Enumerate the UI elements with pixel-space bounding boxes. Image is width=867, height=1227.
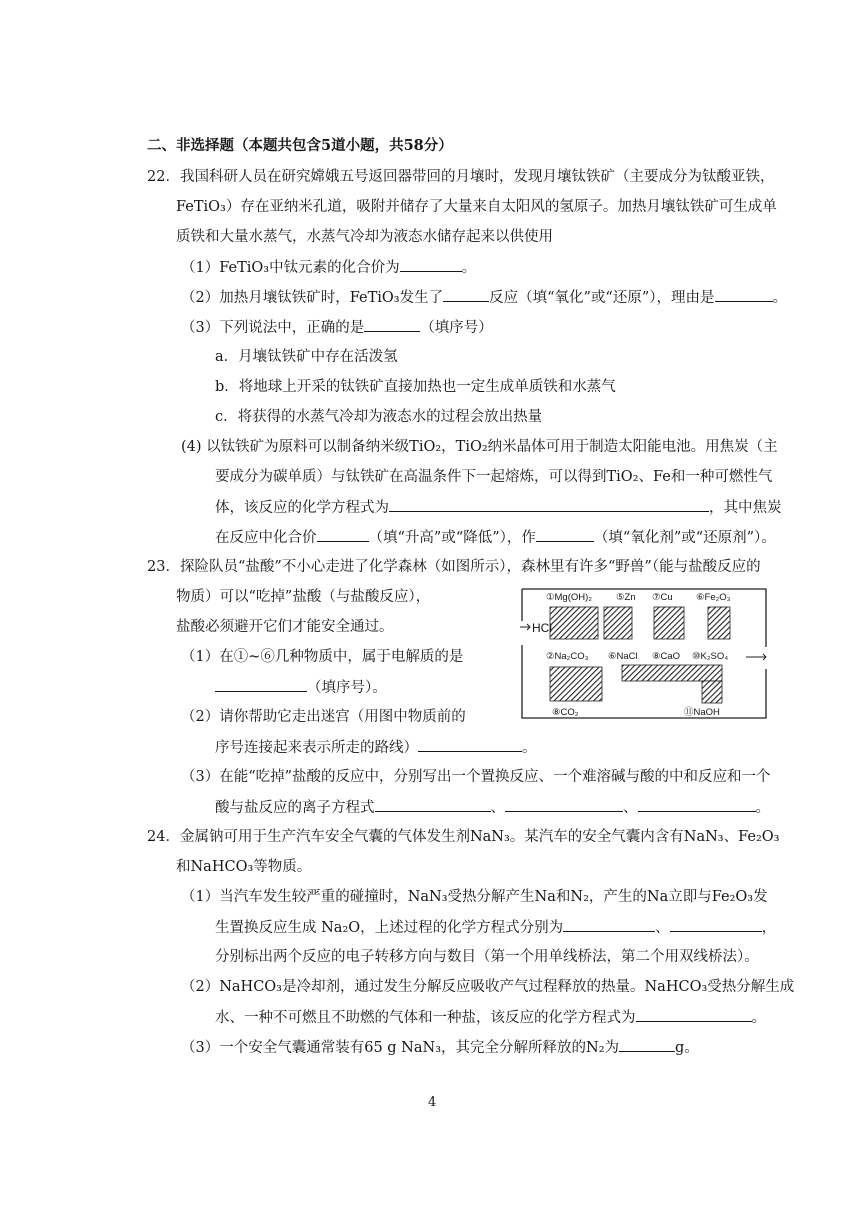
q22-part-3-text: （3）下列说法中，正确的是 bbox=[181, 320, 365, 336]
q24-n2-mass-blank[interactable] bbox=[619, 1037, 675, 1052]
q24-part-1-line-2 bbox=[215, 917, 776, 938]
q22-part-2-end: 。 bbox=[772, 290, 787, 306]
q24-equation-blank-1[interactable] bbox=[563, 917, 655, 932]
q23-ionic-blank-3[interactable] bbox=[638, 797, 756, 812]
q23-part-3-text: 酸与盐反应的离子方程式 bbox=[215, 800, 375, 816]
q23-part-2-line-1: （2）请你帮助它走出迷宫（用图中物质前的 bbox=[181, 709, 466, 725]
q22-part-3-blank[interactable] bbox=[364, 317, 420, 332]
q24-sep: 、 bbox=[655, 920, 670, 936]
q22-part-1-blank[interactable] bbox=[400, 257, 462, 272]
q22-stem-line-1: 22．我国科研人员在研究嫦娥五号返回器带回的月壤时，发现月壤钛铁矿（主要成分为钛酸亚铁， bbox=[147, 169, 775, 185]
q23-part-1-line-2 bbox=[215, 677, 387, 698]
maze-label-fe2o3: ⑥Fe₂O₃ bbox=[696, 592, 731, 603]
q22-part-2-text-a: （2）加热月壤钛铁矿时，FeTiO₃发生了 bbox=[181, 290, 444, 306]
q23-part-1-end: （填序号）。 bbox=[307, 680, 387, 696]
maze-label-cao: ⑧CaO bbox=[652, 651, 681, 662]
q23-ionic-blank-1[interactable] bbox=[375, 797, 491, 812]
q23-ionic-blank-2[interactable] bbox=[505, 797, 623, 812]
q22-part-4-line-3 bbox=[215, 497, 782, 518]
q24-stem-line-2: 和NaHCO₃等物质。 bbox=[176, 859, 312, 875]
q22-part-2 bbox=[181, 287, 787, 308]
q24-part-1-line-1: （1）当汽车发生较严重的碰撞时，NaN₃受热分解产生Na和N₂，产生的Na立即与Fe₂O₃发 bbox=[181, 889, 768, 905]
q22-valence-blank[interactable] bbox=[317, 527, 369, 542]
maze-label-zn: ⑤Zn bbox=[616, 592, 636, 603]
maze-block bbox=[550, 607, 598, 639]
section-title: 二、非选择题（本题共包含5道小题，共58分） bbox=[147, 137, 453, 154]
q22-part-4-line-2: 要成分为碳单质）与钛铁矿在高温条件下一起熔炼，可以得到TiO₂、Fe和一种可燃性气 bbox=[215, 469, 773, 485]
q22-agent-blank[interactable] bbox=[536, 527, 594, 542]
q22-part-4-line-3-end: ，其中焦炭 bbox=[709, 500, 782, 516]
q24-part-2-end: 。 bbox=[751, 1010, 766, 1026]
maze-block bbox=[604, 607, 632, 639]
q22-part-4-line-4 bbox=[215, 527, 776, 548]
q24-part-3-end: g。 bbox=[675, 1040, 699, 1056]
q22-part-2-blank-2[interactable] bbox=[715, 287, 773, 302]
q22-equation-blank[interactable] bbox=[389, 497, 709, 512]
q23-stem-line-2: 物质）可以“吃掉”盐酸（与盐酸反应）， bbox=[176, 589, 431, 605]
q23-route-blank[interactable] bbox=[418, 737, 522, 752]
maze-block bbox=[654, 607, 684, 639]
q23-part-3-end: 。 bbox=[755, 800, 770, 816]
q23-part-2-text: 序号连接起来表示所走的路线） bbox=[215, 740, 418, 756]
q24-part-3-text: （3）一个安全气囊通常装有65 g NaN₃，其完全分解所释放的N₂为 bbox=[181, 1040, 620, 1056]
q22-part-2-blank-1[interactable] bbox=[443, 287, 489, 302]
maze-block bbox=[702, 681, 722, 703]
q24-equation-blank-3[interactable] bbox=[636, 1007, 752, 1022]
q24-part-2-text: 水、一种不可燃且不助燃的气体和一种盐，该反应的化学方程式为 bbox=[215, 1010, 636, 1026]
q22-part-1-text: （1）FeTiO₃中钛元素的化合价为 bbox=[181, 260, 400, 276]
q23-stem-line-1: 23．探险队员“盐酸”不小心走进了化学森林（如图所示），森林里有许多“野兽”（能与盐酸反应的 bbox=[147, 559, 761, 575]
q22-part-4-line-4-text-c: （填“氧化剂”或“还原剂”）。 bbox=[593, 530, 776, 546]
q23-part-2-end: 。 bbox=[522, 740, 537, 756]
q24-part-2-line-1: （2）NaHCO₃是冷却剂，通过发生分解反应吸收产气过程释放的热量。NaHCO₃受热分解生成 bbox=[181, 979, 795, 995]
q22-stem-line-3: 质铁和大量水蒸气，水蒸气冷却为液态水储存起来以供使用 bbox=[176, 229, 553, 245]
q22-part-4-line-4-text-b: （填“升高”或“降低”），作 bbox=[368, 530, 536, 546]
maze-block bbox=[550, 667, 602, 701]
maze-diagram bbox=[520, 587, 768, 720]
maze-label-cu: ⑦Cu bbox=[652, 592, 673, 603]
maze-label-co2: ⑧CO₂ bbox=[552, 707, 579, 718]
q23-part-2-line-2 bbox=[215, 737, 537, 758]
q24-part-3 bbox=[181, 1037, 699, 1058]
maze-label-naoh: ⑪NaOH bbox=[684, 707, 720, 718]
q23-part-1-line-1: （1）在①~⑥几种物质中，属于电解质的是 bbox=[181, 649, 464, 665]
q23-sep-2: 、 bbox=[623, 800, 638, 816]
q22-part-1 bbox=[181, 257, 476, 278]
maze-label-k2so4: ⑩K₂SO₄ bbox=[692, 651, 729, 662]
maze-label-na2co3: ②Na₂CO₃ bbox=[546, 651, 589, 662]
q22-option-b: b．将地球上开采的钛铁矿直接加热也一定生成单质铁和水蒸气 bbox=[215, 379, 616, 395]
q22-part-4-line-1: (4) 以钛铁矿为原料可以制备纳米级TiO₂，TiO₂纳米晶体可用于制造太阳能电池。用焦炭（主 bbox=[181, 439, 778, 455]
q22-part-1-end: 。 bbox=[461, 260, 477, 276]
q23-electrolyte-blank[interactable] bbox=[215, 677, 307, 692]
maze-label-mg-oh2: ①Mg(OH)₂ bbox=[546, 592, 592, 603]
q22-option-a: a．月壤钛铁矿中存在活泼氢 bbox=[215, 349, 398, 365]
q22-part-3 bbox=[181, 317, 493, 338]
q24-stem-line-1: 24．金属钠可用于生产汽车安全气囊的气体发生剂NaN₃。某汽车的安全气囊内含有NaN₃、Fe₂O₃ bbox=[147, 829, 780, 845]
q22-part-3-end: （填序号） bbox=[420, 320, 493, 336]
maze-block bbox=[708, 607, 730, 639]
page-number: 4 bbox=[428, 1095, 437, 1110]
q22-part-4-line-3-text: 体，该反应的化学方程式为 bbox=[215, 500, 389, 516]
q22-stem-line-2: FeTiO₃）存在亚纳米孔道，吸附并储存了大量来自太阳风的氢原子。加热月壤钛铁矿可生成单 bbox=[176, 199, 777, 215]
maze-entrance-arrow bbox=[520, 624, 530, 630]
q23-sep-1: 、 bbox=[490, 800, 505, 816]
q24-part-1-end: ， bbox=[761, 920, 777, 936]
q23-part-3-line-2 bbox=[215, 797, 770, 818]
q23-stem-line-3: 盐酸必须避开它们才能安全通过。 bbox=[176, 619, 394, 635]
maze-label-nacl: ⑥NaCl bbox=[608, 651, 638, 662]
q23-part-3-line-1: （3）在能“吃掉”盐酸的反应中，分别写出一个置换反应、一个难溶碱与酸的中和反应和一个 bbox=[181, 769, 771, 785]
q22-option-c: c．将获得的水蒸气冷却为液态水的过程会放出热量 bbox=[215, 409, 543, 425]
q24-part-1-line-3: 分别标出两个反应的电子转移方向与数目（第一个用单线桥法，第二个用双线桥法）。 bbox=[215, 949, 759, 965]
maze-exit-arrow bbox=[746, 654, 766, 660]
q22-part-4-line-4-text-a: 在反应中化合价 bbox=[215, 530, 317, 546]
maze-entry-label: HCl bbox=[532, 621, 552, 635]
q24-part-2-line-2 bbox=[215, 1007, 766, 1028]
q22-part-2-text-b: 反应（填“氧化”或“还原”），理由是 bbox=[489, 290, 715, 306]
q24-part-1-text: 生置换反应生成 Na₂O，上述过程的化学方程式分别为 bbox=[215, 920, 564, 936]
maze-block bbox=[622, 665, 722, 681]
q24-equation-blank-2[interactable] bbox=[670, 917, 762, 932]
